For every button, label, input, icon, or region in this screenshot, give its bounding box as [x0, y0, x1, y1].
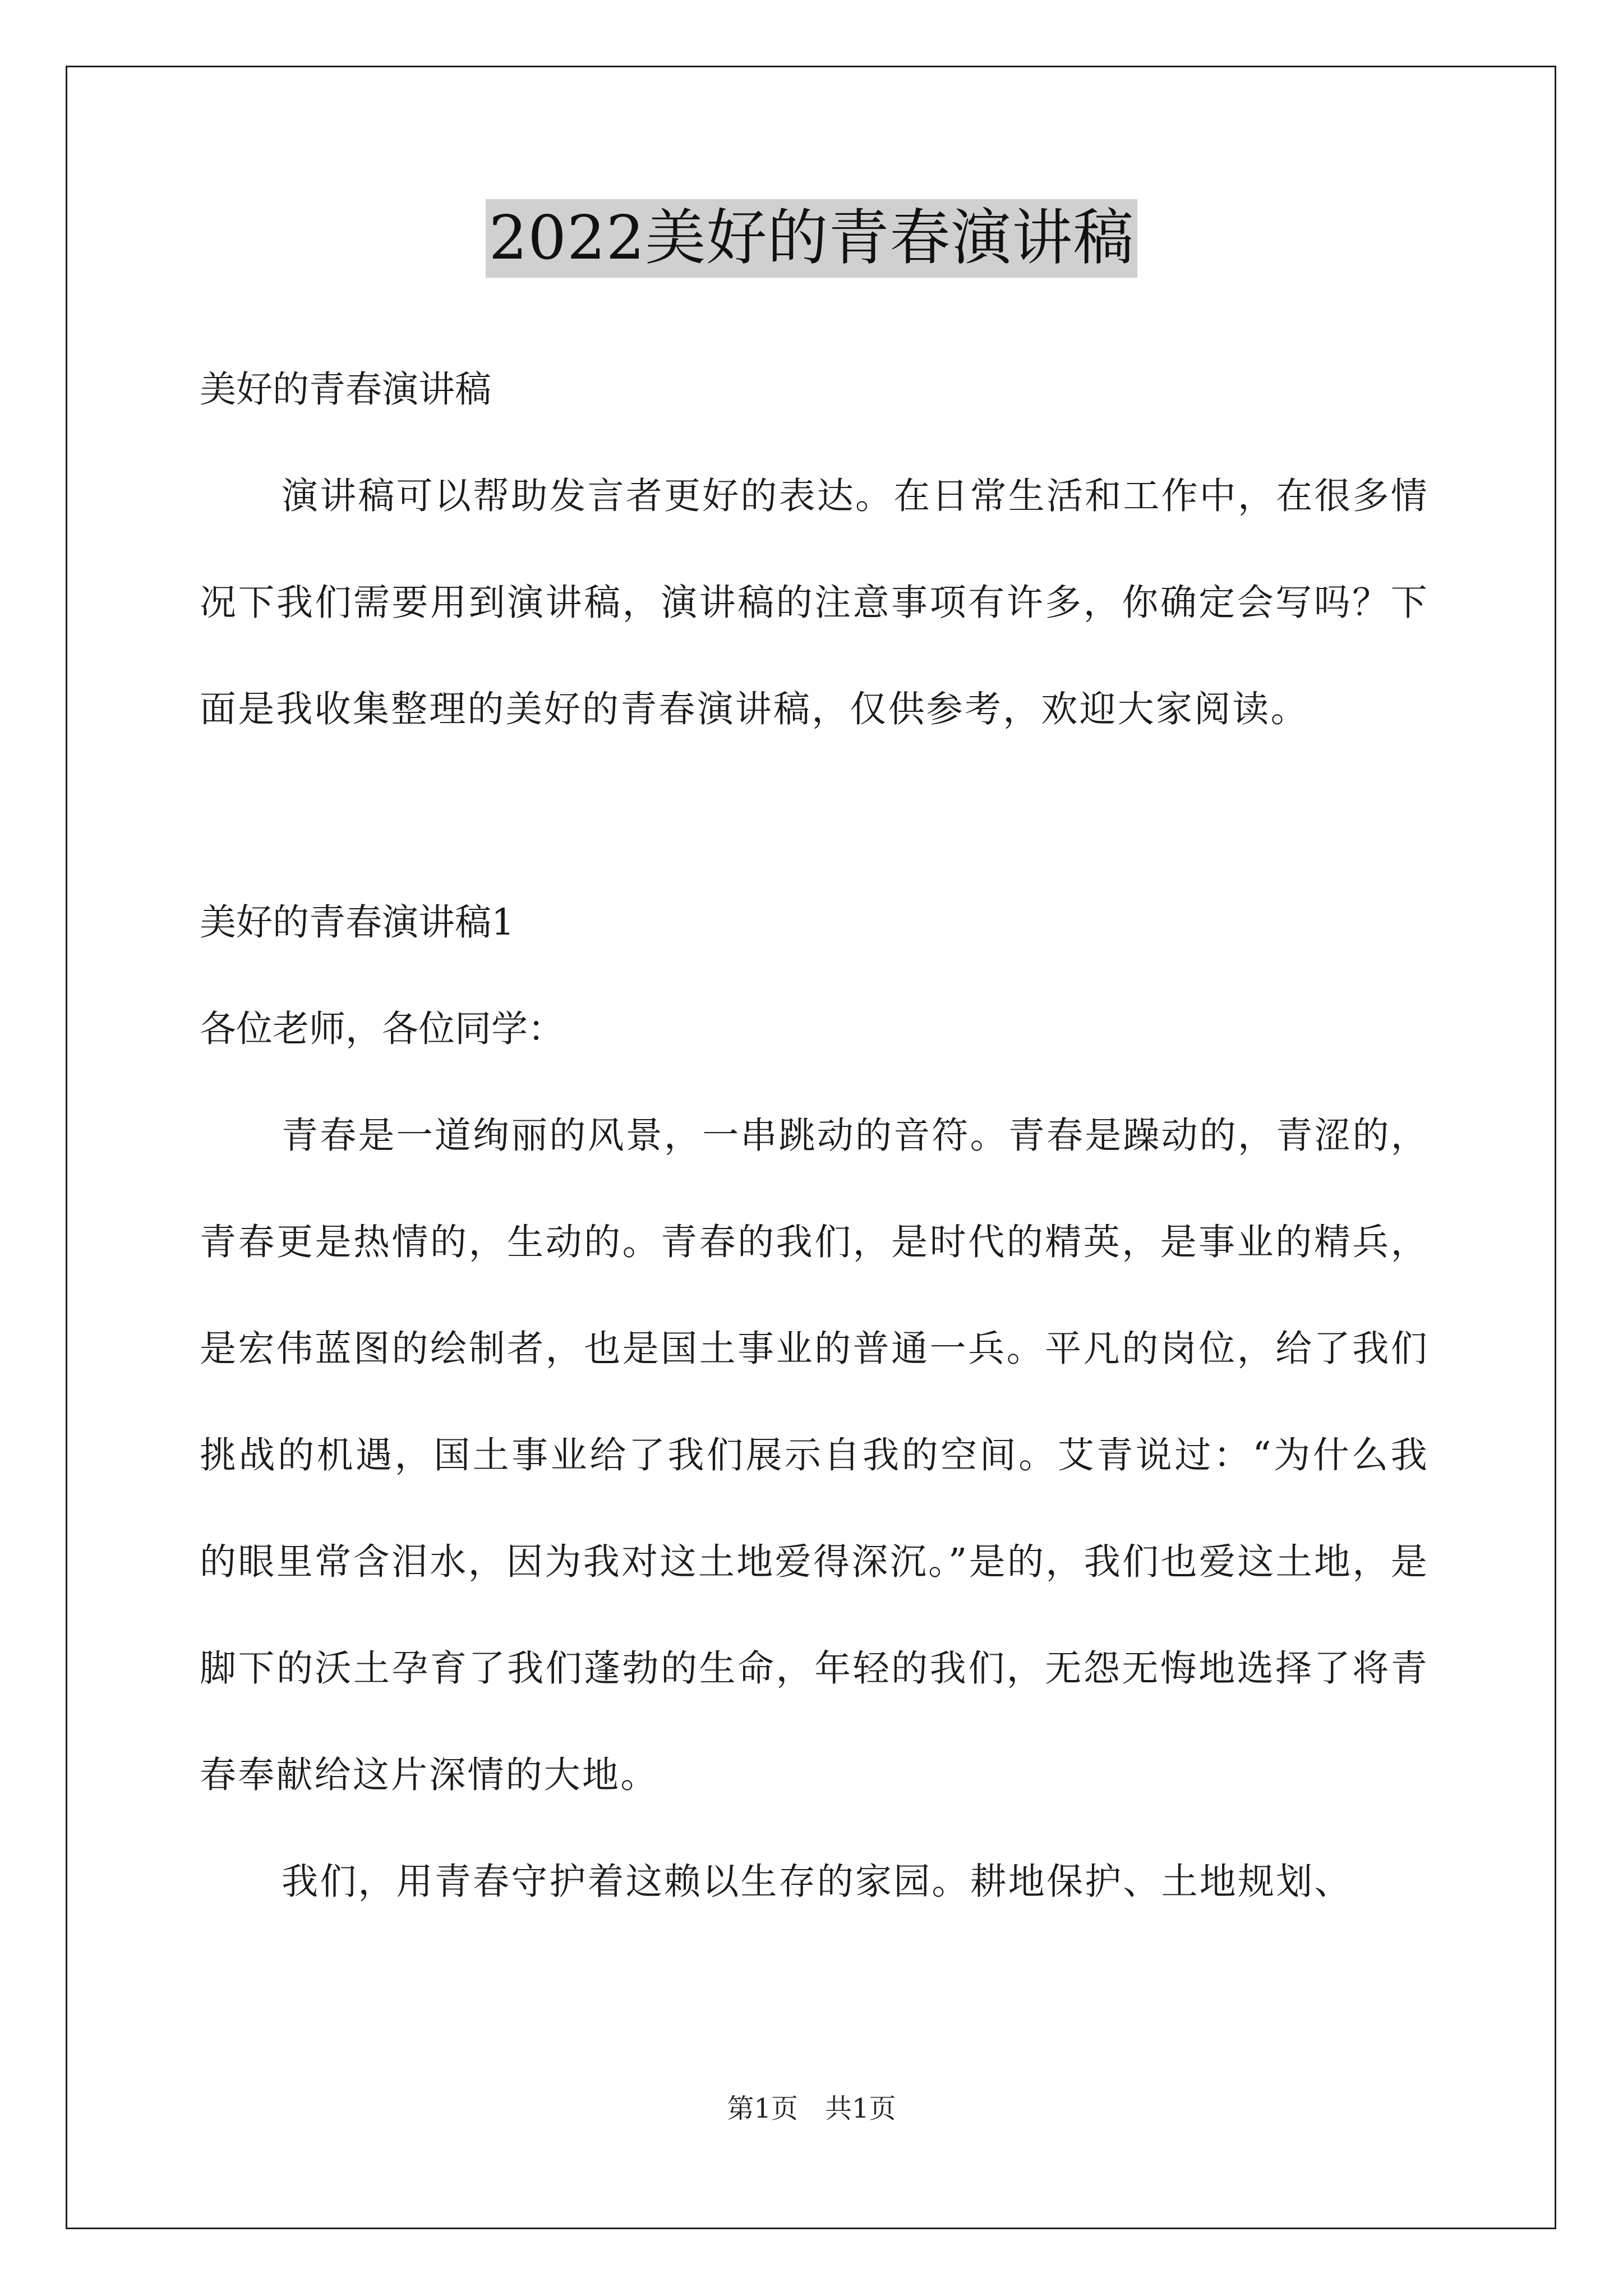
salutation: 各位老师，各位同学：: [200, 1008, 565, 1050]
section-gap: [200, 763, 1429, 869]
page-footer: 第1页 共1页: [727, 2093, 896, 2124]
body-paragraph-2: 我们，用青春守护着这赖以生存的家园。耕地保护、土地规划、: [282, 1861, 1353, 1903]
subtitle: 美好的青春演讲稿: [200, 369, 492, 411]
body-paragraph-1: 青春是一道绚丽的风景，一串跳动的音符。青春是躁动的，青涩的，青春更是热情的，生动的。青春的我们，是时代的精英，是事业的精兵，是宏伟蓝图的绘制者，也是国土事业的普通一兵。平凡的岗位，给了我们挑战的机遇，国土事业给了我们展示自我的空间。艾青说过：“为什么我的眼里常含泪水，因为我对这土地爱得深沉。”是的，我们也爱这土地，是脚下的沃土孕育了我们蓬勃的生命，年轻的我们，无怨无悔地选择了将青春奉献给这片深情的大地。: [200, 1115, 1430, 1796]
section-heading: 美好的青春演讲稿1: [200, 901, 515, 944]
document-body: [200, 337, 1429, 1935]
document-title: 2022美好的青春演讲稿: [486, 199, 1138, 278]
title-container: [0, 199, 1623, 278]
intro-paragraph: 演讲稿可以帮助发言者更好的表达。在日常生活和工作中，在很多情况下我们需要用到演讲稿，演讲稿的注意事项有许多，你确定会写吗？下面是我收集整理的美好的青春演讲稿，仅供参考，欢迎大家阅读。: [200, 475, 1430, 730]
